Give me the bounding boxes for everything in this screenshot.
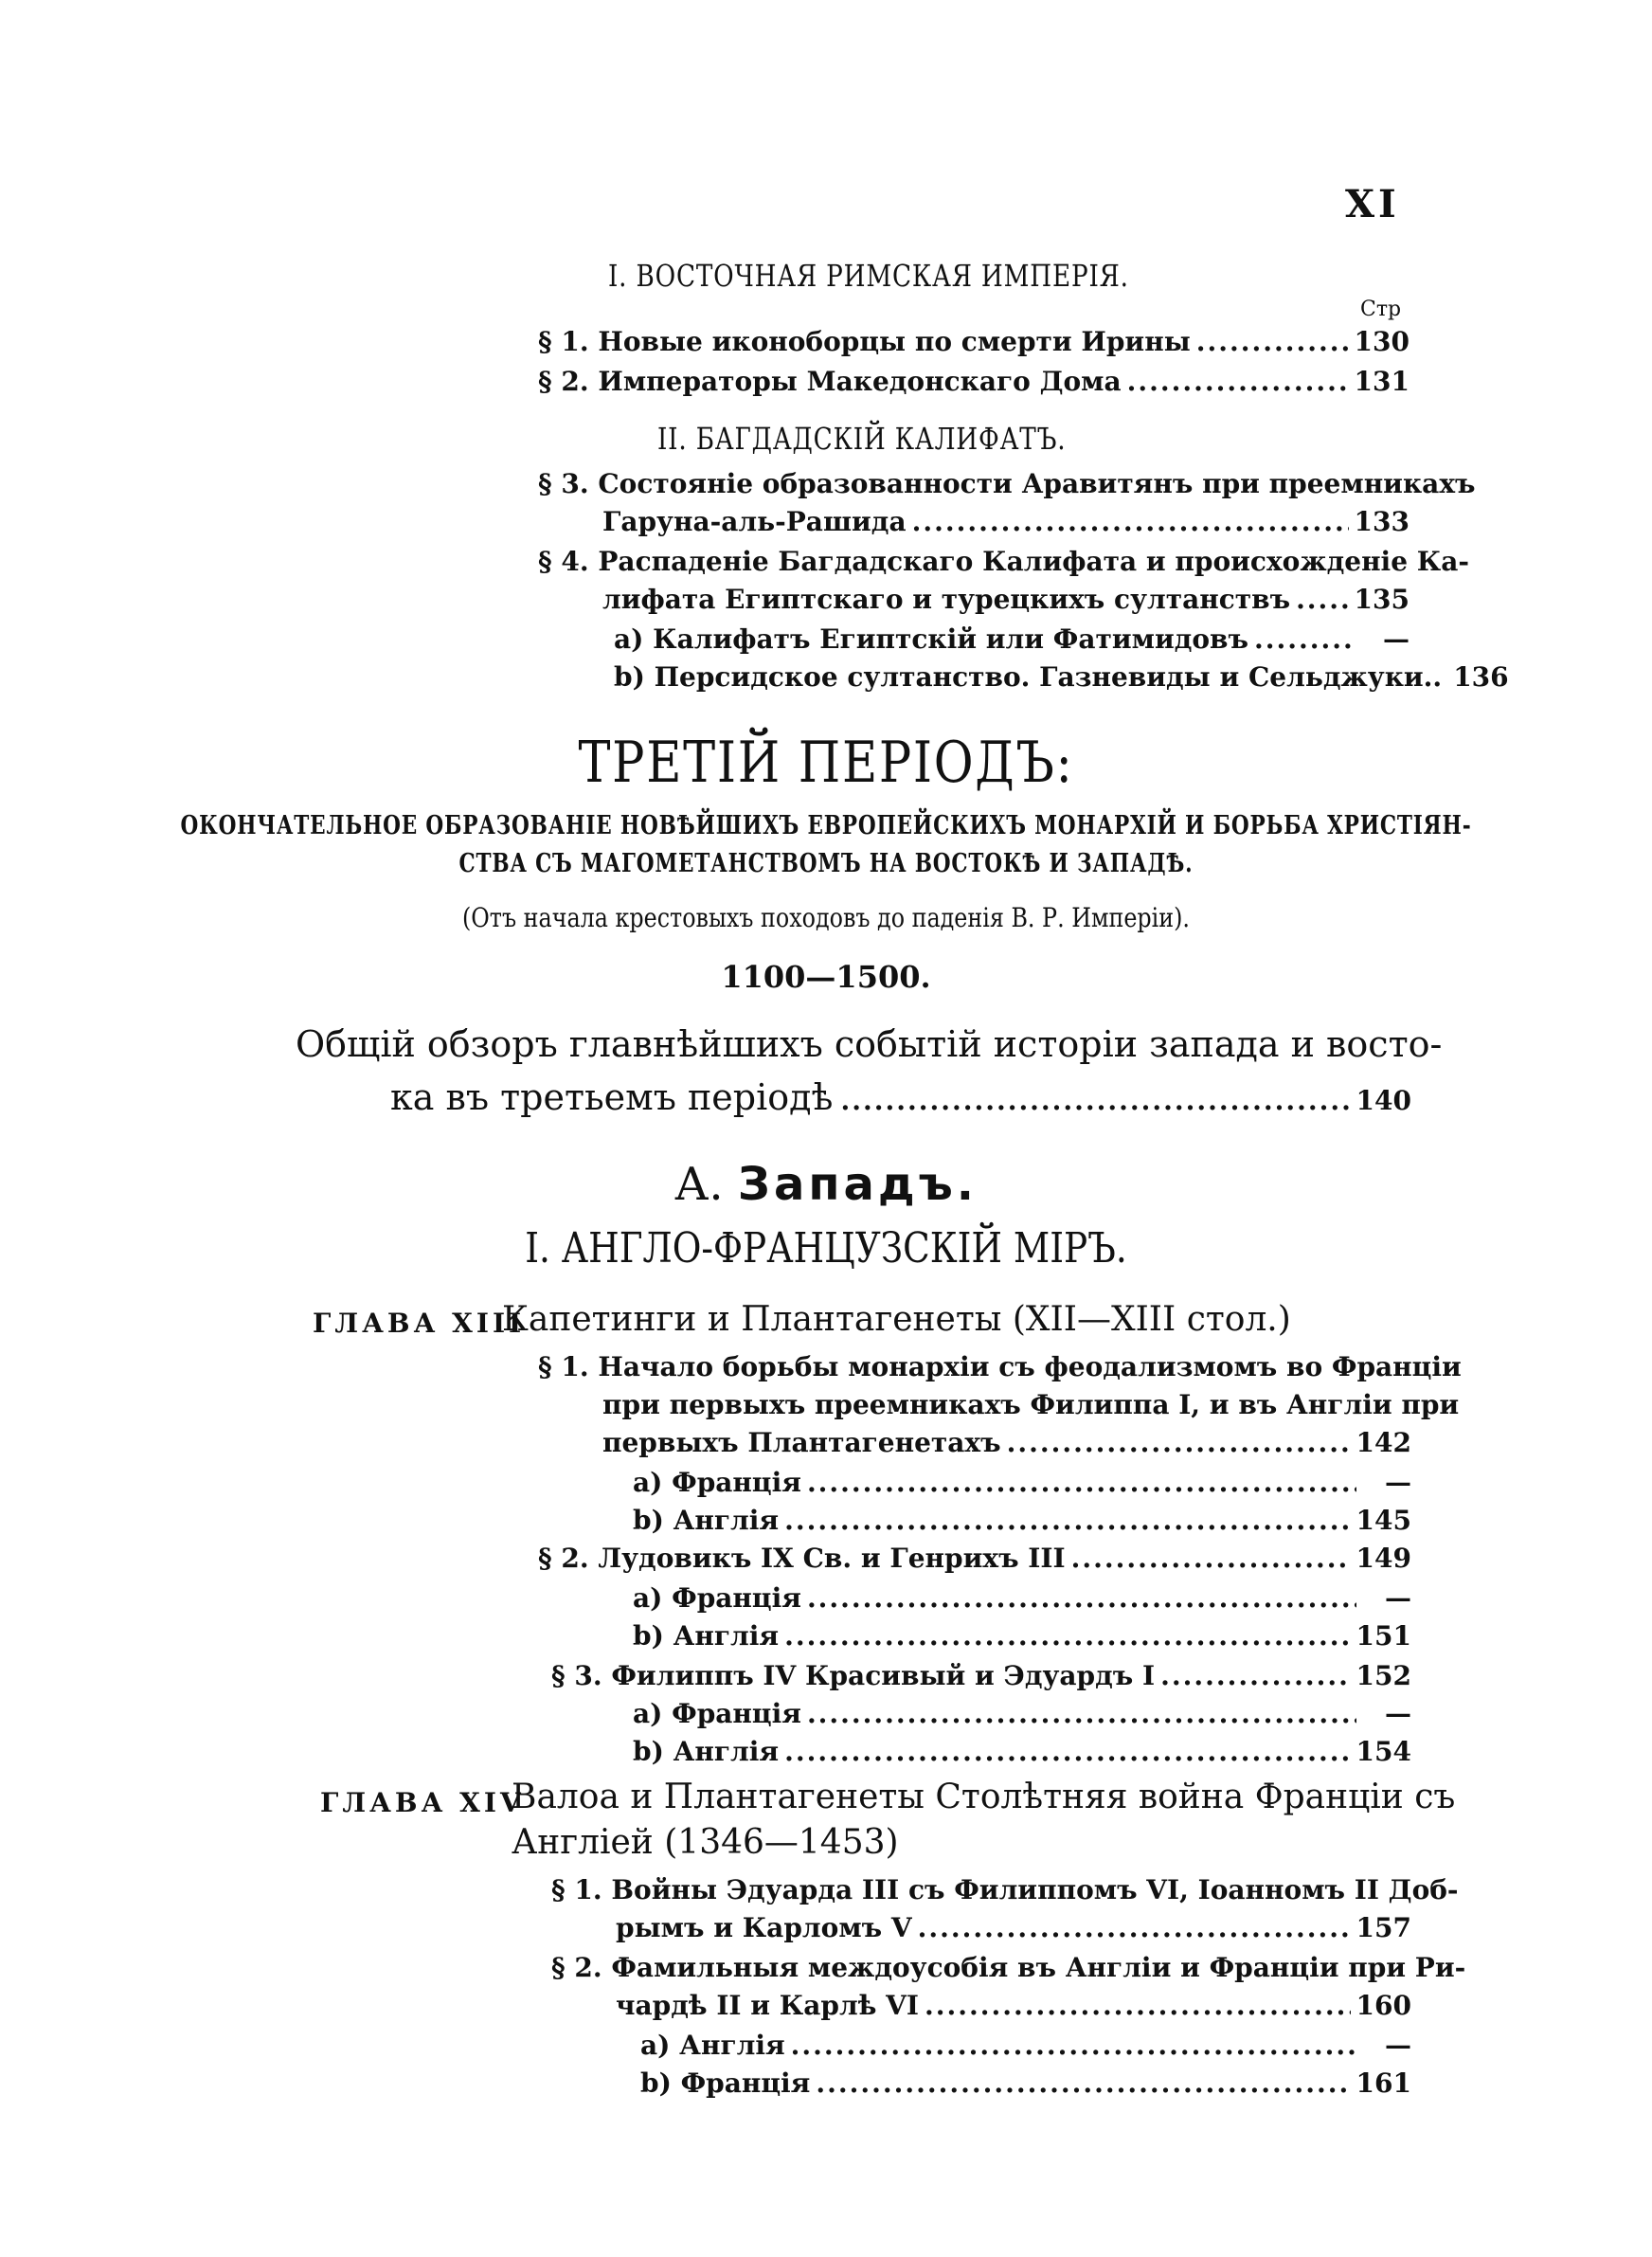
dot-leader [840, 1085, 1348, 1116]
chapter-title-line-2: Англіей (1346—1453) [512, 1823, 899, 1862]
toc-entry-label: лифата Египтскаго и турецкихъ султанствъ [602, 584, 1291, 615]
toc-entry-page: 161 [1356, 2067, 1411, 2099]
toc-entry-label: b) Англія [633, 1620, 780, 1652]
section-title-baghdad-caliphate: II. БАГДАДСКІЙ КАЛИФАТЪ. [657, 421, 1067, 457]
toc-entry [390, 1076, 1411, 1118]
toc-subentry [614, 623, 1410, 655]
toc-entry-label: § 2. Лудовикъ IX Св. и Генрихъ III [538, 1543, 1066, 1574]
dot-leader [912, 506, 1349, 537]
world-title: I. АНГЛО-ФРАНЦУЗСКІЙ МІРЪ. [525, 1224, 1127, 1273]
toc-entry-page: 135 [1354, 584, 1410, 615]
chapter-label: ГЛАВА XIII [313, 1308, 526, 1339]
toc-entry [616, 1912, 1411, 1943]
toc-subentry [640, 2067, 1411, 2099]
dot-leader [1196, 326, 1349, 357]
dot-leader [1127, 366, 1349, 397]
period-subtitle-line-1: ОКОНЧАТЕЛЬНОЕ ОБРАЗОВАНІЕ НОВѢЙШИХЪ ЕВРОПЕЙСКИХЪ МОНАРХІЙ И БОРЬБА ХРИСТІЯН- [180, 811, 1472, 840]
toc-entry [538, 1543, 1411, 1574]
west-heading [0, 1158, 1652, 1211]
overview-line-1: Общій обзоръ главнѣйшихъ событій исторіи запада и восто- [296, 1023, 1443, 1065]
dot-leader [1160, 1660, 1350, 1691]
toc-entry-page: 149 [1356, 1543, 1411, 1574]
toc-entry-line: § 3. Состояніе образованности Аравитянъ при преемникахъ [538, 468, 1476, 499]
toc-entry-page: 145 [1356, 1505, 1411, 1536]
dot-leader [784, 1505, 1350, 1536]
toc-entry-page: 140 [1356, 1085, 1411, 1116]
toc-entry-page: 133 [1354, 506, 1410, 537]
toc-entry-label: b) Франція [640, 2067, 811, 2099]
chapter-label: ГЛАВА XIV [320, 1787, 525, 1818]
west-prefix: А. [674, 1158, 724, 1211]
dot-leader [807, 1467, 1356, 1498]
dot-leader [784, 1620, 1350, 1652]
period-years: 1100—1500. [721, 959, 931, 995]
page-column-label: Стр [1360, 298, 1402, 321]
toc-entry-page: — [1383, 623, 1410, 655]
dot-leader [918, 1912, 1351, 1943]
chapter-title-line-1: Валоа и Плантагенеты Столѣтняя война Франціи съ [512, 1778, 1456, 1816]
toc-subentry [633, 1505, 1411, 1536]
toc-entry-label: чардѣ II и Карлѣ VI [616, 1990, 919, 2021]
dot-leader [791, 2030, 1356, 2061]
toc-entry-label: a) Франція [633, 1698, 801, 1729]
toc-subentry [633, 1620, 1411, 1652]
chapter-title: Капетинги и Плантагенеты (XII—XIII стол.) [502, 1300, 1291, 1339]
toc-entry-page: 130 [1354, 326, 1410, 357]
toc-entry-label: первыхъ Плантагенетахъ [602, 1427, 1001, 1458]
toc-entry-line: § 1. Войны Эдуарда III съ Филиппомъ VI, Іоанномъ II Доб- [551, 1874, 1459, 1905]
dot-leader [1071, 1543, 1351, 1574]
toc-entry-page: 136 [1453, 661, 1509, 693]
toc-entry-page: — [1385, 1698, 1411, 1729]
toc-entry-label: a) Англія [640, 2030, 785, 2061]
toc-entry-page: — [1385, 1582, 1411, 1614]
toc-entry-label: a) Калифатъ Египтскій или Фатимидовъ [614, 623, 1248, 655]
toc-entry [616, 1990, 1411, 2021]
toc-entry [602, 506, 1410, 537]
toc-entry-page: — [1385, 2030, 1411, 2061]
toc-entry [538, 326, 1410, 357]
toc-entry-label: ка въ третьемъ періодѣ [390, 1076, 834, 1118]
toc-entry-label: a) Франція [633, 1582, 801, 1614]
toc-entry [538, 366, 1410, 397]
period-note: (Отъ начала крестовыхъ походовъ до паденія В. Р. Имперіи). [461, 902, 1190, 933]
dot-leader [807, 1582, 1356, 1614]
dot-leader [925, 1990, 1351, 2021]
toc-entry-label: рымъ и Карломъ V [616, 1912, 912, 1943]
page-number: XI [1345, 182, 1400, 226]
toc-entry-line: § 4. Распаденіе Багдадскаго Калифата и происхожденіе Ка- [538, 546, 1469, 577]
toc-entry-label: a) Франція [633, 1467, 801, 1498]
toc-entry-page: 154 [1356, 1736, 1411, 1767]
dot-leader [1007, 1427, 1351, 1458]
dot-leader [1254, 623, 1355, 655]
toc-entry [551, 1660, 1411, 1691]
toc-entry [602, 584, 1410, 615]
toc-entry-label: § 3. Филиппъ IV Красивый и Эдуардъ I [551, 1660, 1156, 1691]
toc-entry-page: 160 [1356, 1990, 1411, 2021]
toc-subentry [633, 1698, 1411, 1729]
toc-entry-label: § 1. Новые иконоборцы по смерти Ирины [538, 326, 1191, 357]
toc-entry [602, 1427, 1411, 1458]
toc-entry-label: b) Англія [633, 1736, 780, 1767]
toc-entry-line: при первыхъ преемникахъ Филиппа I, и въ Англіи при [602, 1389, 1460, 1420]
toc-entry-label: § 2. Императоры Македонскаго Дома [538, 366, 1122, 397]
toc-subentry [640, 2030, 1411, 2061]
toc-subentry [633, 1736, 1411, 1767]
period-subtitle-line-2: СТВА СЪ МАГОМЕТАНСТВОМЪ НА ВОСТОКѢ И ЗАПАДѢ. [458, 849, 1194, 878]
toc-subentry [633, 1467, 1411, 1498]
west-title: Западъ. [737, 1158, 978, 1211]
toc-entry-page: 131 [1354, 366, 1410, 397]
toc-subentry [633, 1582, 1411, 1614]
toc-entry-label: b) Персидское султанство. Газневиды и Сельджуки.. [614, 661, 1443, 693]
dot-leader [784, 1736, 1350, 1767]
toc-entry-line: § 2. Фамильныя междоусобія въ Англіи и Франціи при Ри- [551, 1952, 1466, 1983]
toc-entry-label: b) Англія [633, 1505, 780, 1536]
toc-entry-label: Гаруна-аль-Рашида [602, 506, 907, 537]
dot-leader [816, 2067, 1350, 2099]
toc-entry-page: 142 [1356, 1427, 1411, 1458]
toc-entry-page: 157 [1356, 1912, 1411, 1943]
toc-entry-page: 152 [1356, 1660, 1411, 1691]
toc-entry-page: 151 [1356, 1620, 1411, 1652]
dot-leader [807, 1698, 1356, 1729]
toc-subentry [614, 661, 1509, 693]
toc-entry-line: § 1. Начало борьбы монархіи съ феодализмомъ во Франціи [538, 1351, 1462, 1382]
section-title-eastern-empire: I. ВОСТОЧНАЯ РИМСКАЯ ИМПЕРІЯ. [608, 258, 1129, 294]
toc-entry-page: — [1385, 1467, 1411, 1498]
period-title: ТРЕТІЙ ПЕРІОДЪ: [578, 730, 1074, 796]
dot-leader [1296, 584, 1348, 615]
